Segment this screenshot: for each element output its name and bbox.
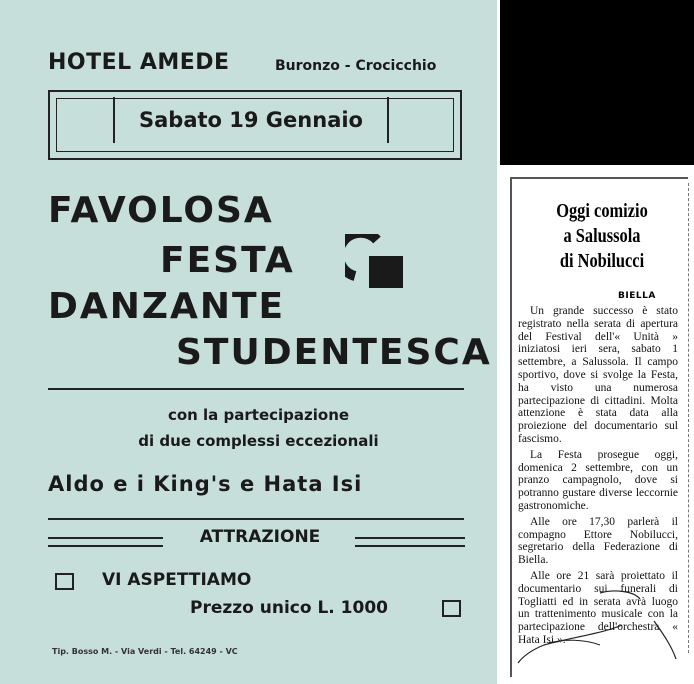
background-strip: [500, 0, 694, 165]
double-rule-right: [355, 537, 465, 547]
clipping-title: [533, 199, 671, 274]
headline-line-2: FESTA: [160, 240, 295, 281]
clipping-title-line: Oggi comizio: [556, 200, 648, 222]
welcome-text: VI ASPETTIAMO: [102, 570, 252, 590]
pen-mark: [504, 585, 690, 675]
article-paragraph: La Festa prosegue oggi, domenica 2 settembre, con un pranzo campagnolo, dove si potranno gustare diverse leccornie gastronomiche.: [518, 448, 678, 512]
divider-top: [48, 388, 464, 390]
checkbox-square: [55, 573, 74, 590]
clipping-edge: [688, 183, 693, 653]
date-box: [113, 97, 389, 143]
clipping-title-line: a Salussola: [563, 225, 641, 247]
article-paragraph: Un grande successo è stato registrato nella serata di apertura del Festival dell'« Unità » iniziatosi ieri sera, sabato 1 settembre, a Salussola. Il campo sportivo, dove si svolge la Festa, ha visto una numerosa partecipazione di cittadini. Molta attenzione è stata data alla proiezione del documentario sul fascismo.: [518, 305, 678, 445]
price-text: Prezzo unico L. 1000: [190, 598, 388, 618]
date-frame: [48, 90, 462, 160]
dateline: BIELLA: [618, 291, 656, 301]
headline-line-1: FAVOLOSA: [48, 190, 274, 231]
participation-line: con la partecipazione: [167, 406, 350, 424]
artists: Aldo e i King's e Hata Isi: [48, 472, 363, 496]
logo-icon: [345, 234, 405, 290]
bands-line: di due complessi eccezionali: [138, 432, 379, 450]
article-paragraph: Alle ore 21 sarà proiettato il documentario sui funerali di Togliatti ed in serata avrà luogo un trattenimento musicale con la partecipazione dell'orchestra « Hata Isi ».: [518, 569, 678, 646]
attraction-label: ATTRAZIONE: [199, 527, 321, 547]
article-paragraph: Alle ore 17,30 parlerà il compagno Ettore Nobilucci, segretario della Federazione di Biella.: [518, 515, 678, 567]
checkbox-square: [442, 600, 461, 617]
event-date: Sabato 19 Gennaio: [139, 108, 363, 132]
double-rule-left: [48, 537, 163, 547]
clipping-title-line: di Nobilucci: [559, 250, 645, 272]
headline-line-4: STUDENTESCA: [176, 332, 492, 373]
newspaper-clipping: [502, 165, 694, 684]
hotel-name: HOTEL AMEDE: [48, 50, 230, 75]
headline-line-3: DANZANTE: [48, 286, 286, 327]
printer-credit: Tip. Bosso M. - Via Verdi - Tel. 64249 - VC: [52, 647, 238, 656]
hotel-location: Buronzo - Crocicchio: [275, 58, 437, 74]
divider-bottom: [48, 518, 464, 520]
